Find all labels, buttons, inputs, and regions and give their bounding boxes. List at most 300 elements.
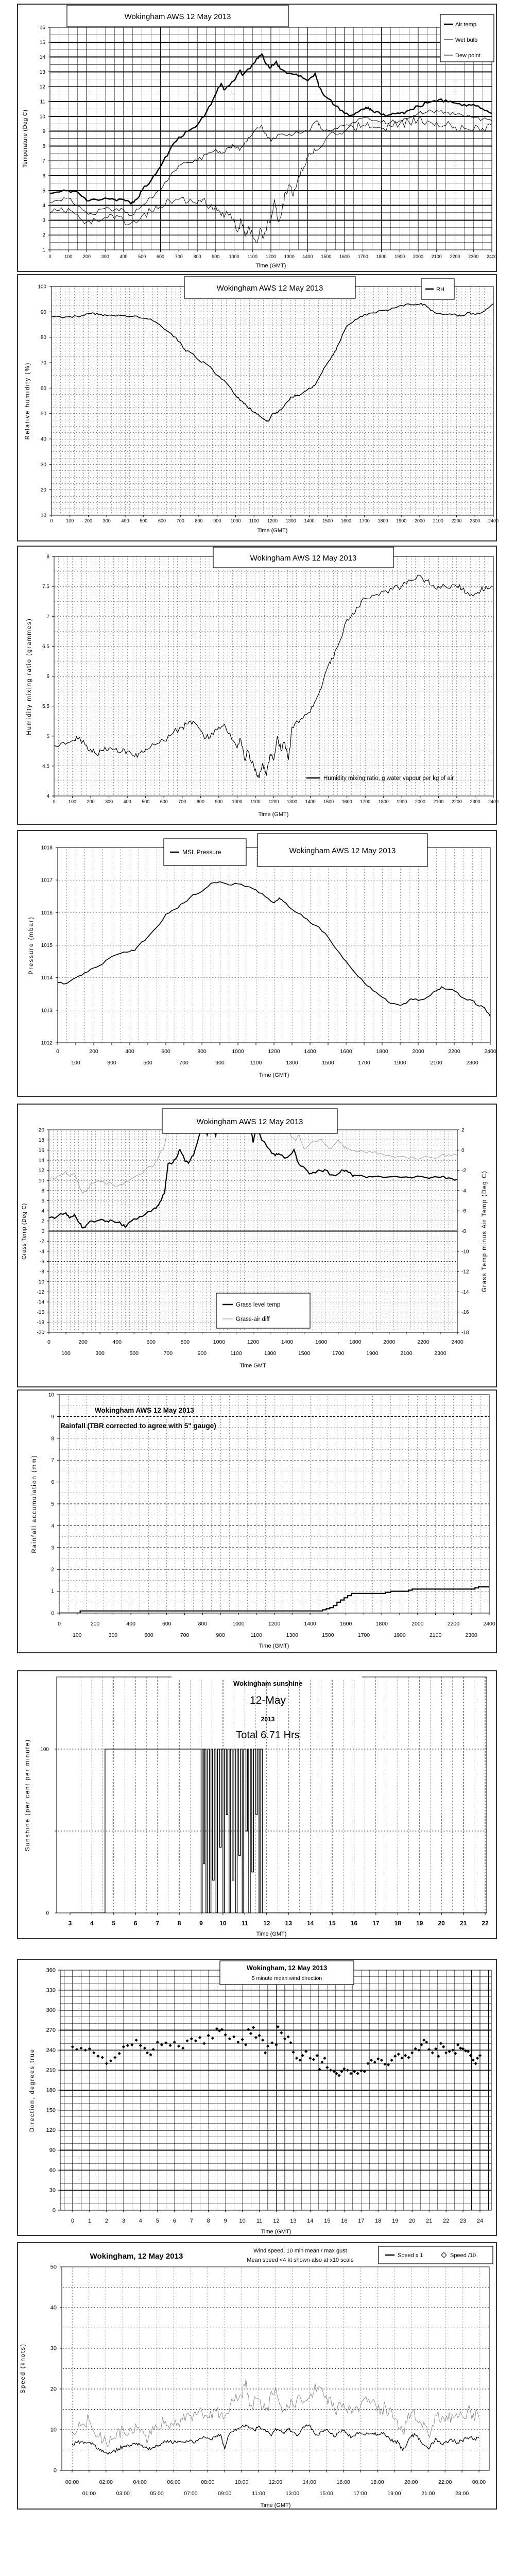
- x-tick-label: 2400: [488, 799, 499, 804]
- y-tick-label: 3: [51, 1545, 54, 1551]
- x-tick-label: 1600: [315, 1339, 328, 1345]
- x-tick-label: 500: [142, 799, 150, 804]
- chart-year: 2013: [261, 1716, 275, 1723]
- y-tick-label: 0: [41, 1229, 44, 1234]
- x-tick-label: 7: [190, 2218, 193, 2224]
- x-tick-label: 100: [66, 518, 74, 523]
- chart-total: Total 6.71 Hrs: [236, 1730, 300, 1741]
- x-tick-label: 09:00: [218, 2490, 232, 2497]
- y-tick-label: 4: [42, 203, 45, 209]
- x-tick-label: 6: [173, 2218, 176, 2224]
- y-tick-label: 7: [42, 158, 45, 164]
- x-tick-label: 8: [177, 1920, 181, 1927]
- x-tick-label: 1900: [397, 799, 407, 804]
- x-tick-label: 500: [129, 1350, 139, 1357]
- x-tick-label: 1100: [250, 1060, 262, 1066]
- y-tick-label: -8: [40, 1269, 44, 1275]
- y-axis-title: Sunshine (per cent per minute): [25, 1739, 31, 1851]
- y-tick-label: 5: [51, 1501, 54, 1507]
- x-tick-label: 200: [84, 518, 93, 523]
- x-tick-label: 24: [476, 2218, 484, 2224]
- y-tick-label: 12: [38, 1168, 44, 1174]
- chart-title-box: [220, 1961, 354, 1985]
- x-tick-label: 23:00: [455, 2490, 469, 2497]
- x-tick-label: 1500: [322, 1060, 334, 1066]
- x-tick-label: 00:00: [472, 2479, 486, 2485]
- y-tick-label: 30: [50, 2345, 57, 2352]
- y2-tick-label: -18: [461, 1330, 469, 1336]
- y-tick-label: 60: [49, 2167, 56, 2174]
- x-tick-label: 16:00: [336, 2479, 350, 2485]
- y-tick-label: 10: [40, 513, 46, 519]
- x-tick-label: 900: [212, 254, 220, 259]
- x-tick-label: 2200: [417, 1339, 430, 1345]
- x-axis-title: Time (GMT): [259, 1072, 289, 1078]
- x-tick-label: 600: [146, 1339, 156, 1345]
- chart-subtitle: 5 minute mean wind direction: [251, 1975, 322, 1981]
- x-tick-label: 2400: [486, 254, 497, 259]
- x-tick-label: 19: [416, 1920, 423, 1927]
- x-tick-label: 17: [372, 1920, 380, 1927]
- y2-tick-label: -4: [461, 1188, 466, 1194]
- y-tick-label: 5: [42, 188, 45, 194]
- x-tick-label: 2300: [466, 1060, 478, 1066]
- x-tick-label: 3: [68, 1920, 72, 1927]
- x-tick-label: 600: [156, 254, 165, 259]
- y-tick-label: 8: [46, 554, 49, 560]
- x-tick-label: 4: [139, 2218, 142, 2224]
- x-tick-label: 1400: [305, 799, 316, 804]
- x-tick-label: 10: [219, 1920, 227, 1927]
- x-tick-label: 3: [122, 2218, 125, 2224]
- x-tick-label: 1100: [247, 254, 258, 259]
- y-tick-label: 2: [41, 1218, 44, 1225]
- x-tick-label: 100: [61, 1350, 71, 1357]
- y-tick-label: 90: [49, 2147, 56, 2154]
- chart-title: Wokingham AWS 12 May 2013: [250, 554, 357, 563]
- x-tick-label: 700: [175, 254, 183, 259]
- x-tick-label: 2100: [400, 1350, 413, 1357]
- x-tick-label: 5: [112, 1920, 116, 1927]
- x-tick-label: 1000: [232, 1621, 245, 1627]
- x-tick-label: 700: [176, 518, 184, 523]
- x-tick-label: 700: [178, 799, 186, 804]
- x-tick-label: 22: [482, 1920, 489, 1927]
- x-tick-label: 11: [256, 2218, 263, 2224]
- y-tick-label: 360: [46, 1967, 56, 1974]
- y-tick-label: 7.5: [42, 584, 49, 590]
- x-tick-label: 1300: [286, 1632, 298, 1638]
- chart-title-box: [162, 1109, 337, 1133]
- x-tick-label: 1600: [339, 254, 350, 259]
- x-tick-label: 22: [442, 2218, 450, 2224]
- x-tick-label: 400: [123, 799, 131, 804]
- y-axis-title: Direction, degrees true: [29, 2048, 36, 2132]
- x-tick-label: 22:00: [438, 2479, 452, 2485]
- x-tick-label: 15:00: [319, 2490, 333, 2497]
- x-tick-label: 0: [56, 1048, 59, 1055]
- x-tick-label: 1200: [247, 1339, 260, 1345]
- x-tick-label: 04:00: [133, 2479, 147, 2485]
- x-tick-label: 400: [119, 254, 128, 259]
- y-tick-label: 9: [42, 129, 45, 135]
- x-tick-label: 20: [409, 2218, 416, 2224]
- x-tick-label: 1600: [340, 1048, 352, 1055]
- x-tick-label: 2400: [488, 518, 499, 523]
- x-tick-label: 0: [71, 2218, 75, 2224]
- chart-title: Wokingham AWS 12 May 2013: [289, 846, 396, 855]
- legend-label: MSL Pressure: [182, 849, 221, 856]
- x-tick-label: 1200: [268, 1048, 280, 1055]
- y-axis-title: Grass Temp (Deg C): [21, 1203, 27, 1260]
- x-tick-label: 400: [126, 1621, 135, 1627]
- x-tick-label: 19: [392, 2218, 399, 2224]
- x-tick-label: 200: [82, 254, 91, 259]
- x-tick-label: 1900: [394, 254, 405, 259]
- chart-wind-speed: [18, 2243, 496, 2509]
- y-tick-label: 70: [40, 360, 46, 366]
- y-tick-label: 6: [41, 1198, 44, 1205]
- legend-label: Humidity mixing ratio, g water vapour per kg of air: [323, 775, 454, 782]
- x-tick-label: 1300: [264, 1350, 277, 1357]
- x-tick-label: 1200: [267, 518, 278, 523]
- x-tick-label: 1500: [322, 518, 333, 523]
- x-axis-title: Time (GMT): [261, 2229, 291, 2235]
- y-axis-title: Relative humidity (%): [25, 362, 31, 440]
- y-tick-label: 16: [38, 1147, 44, 1154]
- y-tick-label: 6: [42, 173, 45, 179]
- x-tick-label: 2100: [429, 1632, 442, 1638]
- y2-tick-label: 0: [461, 1147, 465, 1154]
- y-axis-title: Pressure (mbar): [28, 916, 35, 975]
- x-tick-label: 400: [112, 1339, 122, 1345]
- y-tick-label: 1016: [41, 910, 53, 916]
- x-axis-title: Time (GMT): [257, 528, 288, 534]
- y-tick-label: 18: [38, 1138, 44, 1144]
- x-tick-label: 0: [53, 799, 56, 804]
- y-tick-label: 90: [40, 309, 46, 315]
- x-tick-label: 9: [224, 2218, 227, 2224]
- x-tick-label: 19:00: [387, 2490, 401, 2497]
- legend-label: Grass-air diff: [236, 1316, 270, 1323]
- chart-title-box: [184, 277, 355, 298]
- x-tick-label: 200: [89, 1048, 98, 1055]
- x-tick-label: 2000: [411, 1621, 424, 1627]
- chart-humidity: [18, 275, 499, 541]
- chart-wind-direction: [18, 1959, 496, 2235]
- y-tick-label: 50: [40, 411, 46, 417]
- y-tick-label: 1018: [41, 845, 53, 851]
- x-tick-label: 1600: [339, 1621, 352, 1627]
- x-tick-label: 1700: [332, 1350, 345, 1357]
- y-tick-label: 13: [39, 69, 45, 75]
- x-tick-label: 1200: [268, 799, 279, 804]
- x-tick-label: 2200: [450, 254, 460, 259]
- x-tick-label: 16: [350, 1920, 358, 1927]
- chart-date: 12-May: [249, 1694, 286, 1706]
- y-tick-label: 100: [38, 284, 46, 290]
- x-tick-label: 1800: [375, 1621, 388, 1627]
- x-tick-label: 1100: [250, 799, 261, 804]
- x-tick-label: 1000: [229, 254, 239, 259]
- x-tick-label: 2400: [451, 1339, 464, 1345]
- chart-title: Wokingham AWS 12 May 2013: [216, 284, 323, 293]
- x-tick-label: 14: [307, 2218, 314, 2224]
- y-tick-label: 10: [38, 1178, 44, 1184]
- y-tick-label: 1015: [41, 943, 53, 948]
- x-tick-label: 1900: [393, 1632, 406, 1638]
- chart-title: Wokingham AWS 12 May 2013: [196, 1117, 303, 1126]
- x-tick-label: 11:00: [252, 2490, 265, 2497]
- y-tick-label: -18: [37, 1319, 44, 1326]
- x-tick-label: 300: [95, 1350, 105, 1357]
- chart-rainfall: [18, 1390, 496, 1653]
- x-tick-label: 08:00: [201, 2479, 215, 2485]
- x-tick-label: 700: [180, 1632, 190, 1638]
- x-tick-label: 1: [88, 2218, 92, 2224]
- y-tick-label: 0: [53, 2467, 57, 2474]
- x-tick-label: 18: [394, 1920, 401, 1927]
- x-tick-label: 07:00: [184, 2490, 198, 2497]
- x-tick-label: 300: [105, 799, 113, 804]
- x-tick-label: 15: [329, 1920, 336, 1927]
- y2-tick-label: -8: [461, 1229, 466, 1234]
- x-tick-label: 900: [215, 799, 223, 804]
- y2-tick-label: 2: [461, 1127, 465, 1133]
- x-tick-label: 1500: [322, 1632, 334, 1638]
- x-tick-label: 2000: [412, 1048, 424, 1055]
- y-tick-label: 10: [50, 2427, 57, 2433]
- x-tick-label: 100: [64, 254, 73, 259]
- y-tick-label: 6: [51, 1480, 54, 1486]
- x-tick-label: 0: [58, 1621, 61, 1627]
- y-tick-label: 300: [46, 2007, 56, 2014]
- x-tick-label: 100: [73, 1632, 82, 1638]
- x-tick-label: 13: [290, 2218, 297, 2224]
- x-tick-label: 2: [105, 2218, 108, 2224]
- x-tick-label: 2300: [468, 254, 479, 259]
- x-tick-label: 23: [459, 2218, 467, 2224]
- chart-pressure: [18, 831, 496, 1096]
- x-tick-label: 2200: [451, 518, 462, 523]
- y-tick-label: 210: [46, 2067, 56, 2074]
- x-tick-label: 2000: [413, 254, 424, 259]
- x-tick-label: 1900: [366, 1350, 379, 1357]
- x-tick-label: 1400: [281, 1339, 294, 1345]
- x-tick-label: 300: [101, 254, 109, 259]
- x-tick-label: 16: [341, 2218, 348, 2224]
- x-tick-label: 18:00: [370, 2479, 384, 2485]
- y-tick-label: 9: [51, 1414, 54, 1420]
- y-tick-label: 4: [51, 1523, 54, 1529]
- y-tick-label: 12: [39, 84, 45, 90]
- y-tick-label: 60: [40, 385, 46, 392]
- x-tick-label: 1600: [341, 799, 352, 804]
- y-axis-title: Speed (knots): [20, 2343, 26, 2394]
- y-tick-label: 50: [50, 2264, 57, 2270]
- x-tick-label: 600: [161, 1048, 170, 1055]
- x-tick-label: 2200: [448, 1048, 460, 1055]
- x-tick-label: 1500: [298, 1350, 311, 1357]
- x-tick-label: 20:00: [404, 2479, 418, 2485]
- y-tick-label: 150: [46, 2107, 56, 2114]
- chart-sunshine: [18, 1671, 496, 1939]
- x-tick-label: 1000: [230, 518, 241, 523]
- x-tick-label: 900: [197, 1350, 207, 1357]
- y-tick-label: 180: [46, 2087, 56, 2094]
- x-tick-label: 600: [160, 799, 168, 804]
- chart-grass-temp: [18, 1104, 496, 1387]
- x-tick-label: 800: [180, 1339, 190, 1345]
- y-tick-label: 4.5: [42, 764, 49, 770]
- y-tick-label: 5: [46, 734, 49, 740]
- y-tick-label: 1017: [41, 877, 53, 884]
- y2-tick-label: -16: [461, 1310, 469, 1316]
- y-tick-label: 8: [41, 1188, 44, 1194]
- x-tick-label: 300: [107, 1060, 116, 1066]
- legend-label: RH: [436, 286, 444, 293]
- x-tick-label: 500: [140, 518, 148, 523]
- x-tick-label: 1800: [376, 1048, 388, 1055]
- x-tick-label: 1500: [323, 799, 334, 804]
- x-tick-label: 700: [179, 1060, 188, 1066]
- x-tick-label: 2100: [433, 799, 444, 804]
- x-tick-label: 1100: [250, 1632, 263, 1638]
- x-tick-label: 500: [144, 1632, 153, 1638]
- legend: [306, 775, 454, 782]
- x-tick-label: 800: [196, 799, 204, 804]
- x-tick-label: 2200: [451, 799, 462, 804]
- x-axis-title: Time (GMT): [259, 1643, 289, 1649]
- legend-label: Air temp: [455, 22, 476, 28]
- y2-tick-label: -12: [461, 1269, 469, 1275]
- legend: [379, 2246, 493, 2264]
- x-tick-label: 2000: [383, 1339, 396, 1345]
- x-tick-label: 1400: [304, 518, 315, 523]
- legend: [421, 279, 454, 299]
- x-tick-label: 8: [207, 2218, 210, 2224]
- x-tick-label: 13: [285, 1920, 292, 1927]
- legend-label: Grass level temp: [236, 1302, 281, 1308]
- legend: [216, 1293, 310, 1328]
- x-tick-label: 800: [197, 1048, 207, 1055]
- x-axis-title: Time (GMT): [255, 263, 286, 269]
- y-tick-label: -16: [37, 1310, 44, 1316]
- x-tick-label: 4: [90, 1920, 94, 1927]
- x-tick-label: 200: [90, 1621, 100, 1627]
- x-tick-label: 1300: [286, 1060, 298, 1066]
- x-tick-label: 100: [68, 799, 77, 804]
- x-tick-label: 00:00: [65, 2479, 79, 2485]
- x-tick-label: 11: [242, 1920, 248, 1927]
- y-tick-label: 1: [51, 1589, 54, 1595]
- chart-title: Wokingham AWS 12 May 2013: [124, 12, 231, 21]
- y2-tick-label: -10: [461, 1249, 469, 1255]
- y-tick-label: 30: [49, 2187, 56, 2194]
- x-tick-label: 600: [162, 1621, 171, 1627]
- x-tick-label: 1000: [213, 1339, 226, 1345]
- y-tick-label: 240: [46, 2047, 56, 2054]
- x-tick-label: 17: [358, 2218, 365, 2224]
- x-tick-label: 1100: [230, 1350, 242, 1357]
- y-tick-label: 20: [40, 487, 46, 494]
- x-tick-label: 02:00: [99, 2479, 113, 2485]
- y-tick-label: 1013: [41, 1008, 53, 1014]
- x-tick-label: 500: [143, 1060, 152, 1066]
- x-tick-label: 400: [125, 1048, 134, 1055]
- x-tick-label: 200: [87, 799, 95, 804]
- x-tick-label: 05:00: [150, 2490, 164, 2497]
- x-tick-label: 10:00: [235, 2479, 249, 2485]
- chart-title: Wokingham, 12 May 2013: [90, 2252, 183, 2261]
- y-tick-label: 120: [46, 2127, 56, 2134]
- chart-title: Wokingham sunshine: [233, 1680, 303, 1687]
- x-tick-label: 300: [108, 1632, 118, 1638]
- x-tick-label: 900: [215, 1060, 225, 1066]
- x-tick-label: 12: [273, 2218, 280, 2224]
- x-tick-label: 5: [156, 2218, 159, 2224]
- x-axis-title: Time (GMT): [260, 2502, 291, 2509]
- x-tick-label: 1700: [358, 1060, 370, 1066]
- x-tick-label: 800: [193, 254, 201, 259]
- x-tick-label: 2200: [447, 1621, 460, 1627]
- y-axis-title: Temperature (Deg C): [22, 109, 28, 168]
- y-tick-label: 30: [40, 462, 46, 468]
- x-tick-label: 0: [48, 254, 52, 259]
- x-tick-label: 2400: [484, 1048, 496, 1055]
- x-tick-label: 2300: [470, 799, 480, 804]
- x-tick-label: 400: [121, 518, 129, 523]
- legend-label: Speed /10: [450, 2252, 476, 2259]
- y-tick-label: 8: [42, 143, 45, 149]
- y-tick-label: 40: [50, 2304, 57, 2311]
- y-tick-label: 7: [46, 614, 49, 620]
- x-tick-label: 800: [198, 1621, 208, 1627]
- legend-label: Speed x 1: [398, 2252, 423, 2259]
- x-tick-label: 14:00: [302, 2479, 316, 2485]
- x-tick-label: 2100: [430, 1060, 442, 1066]
- x-tick-label: 21: [426, 2218, 433, 2224]
- x-tick-label: 1100: [249, 518, 259, 523]
- y-tick-label: 10: [48, 1392, 54, 1398]
- x-tick-label: 2300: [470, 518, 480, 523]
- x-tick-label: 18: [375, 2218, 382, 2224]
- chart-mixing-ratio: [18, 546, 499, 824]
- x-tick-label: 1400: [304, 1621, 316, 1627]
- chart-title: Wokingham, 12 May 2013: [246, 1964, 328, 1972]
- y-tick-label: 14: [39, 55, 45, 61]
- x-tick-label: 1300: [287, 799, 298, 804]
- legend: [164, 839, 246, 866]
- y-axis-title: Humidity mixing ratio (grammes): [26, 618, 32, 735]
- x-tick-label: 7: [156, 1920, 160, 1927]
- chart-title-box: [258, 834, 427, 867]
- x-tick-label: 1600: [340, 518, 352, 523]
- x-tick-label: 1800: [378, 799, 389, 804]
- x-tick-label: 2300: [465, 1632, 477, 1638]
- chart-title-box: [67, 5, 288, 27]
- x-tick-label: 14: [306, 1920, 314, 1927]
- y-tick-label: 5.5: [42, 704, 49, 710]
- x-axis-title: Time GMT: [239, 1363, 266, 1369]
- y-tick-label: -10: [37, 1279, 44, 1285]
- x-tick-label: 17:00: [353, 2490, 367, 2497]
- x-tick-label: 2100: [431, 254, 442, 259]
- x-tick-label: 13:00: [285, 2490, 300, 2497]
- chart-subtitle: Rainfall (TBR corrected to agree with 5" gauge): [60, 1422, 216, 1430]
- x-tick-label: 9: [199, 1920, 203, 1927]
- x-tick-label: 0: [50, 518, 53, 523]
